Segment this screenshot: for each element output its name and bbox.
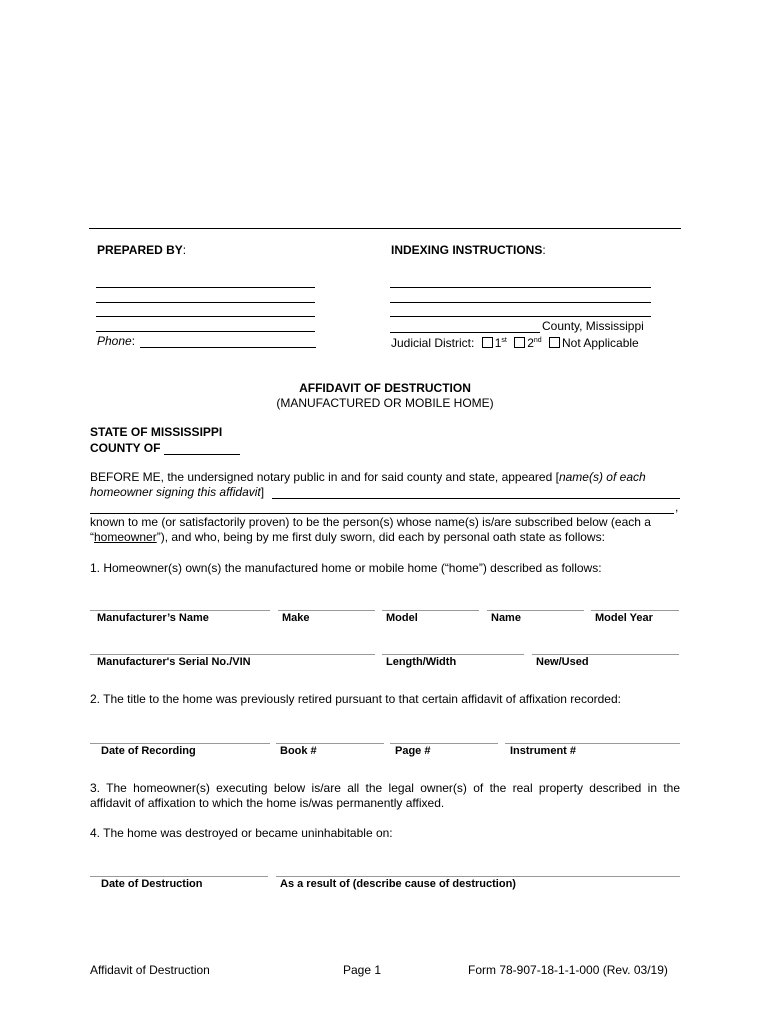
instrument-label: Instrument #: [510, 745, 577, 757]
date-recording-field[interactable]: [90, 743, 270, 744]
book-field[interactable]: [276, 743, 384, 744]
name-field[interactable]: [487, 610, 584, 611]
judicial-district-row: Judicial District: 1st 2nd Not Applicable: [391, 336, 639, 350]
date-destruction-field[interactable]: [90, 876, 268, 877]
serial-vin-field[interactable]: [90, 654, 375, 655]
not-applicable-checkbox[interactable]: [549, 337, 560, 348]
footer-page-number: Page 1: [343, 963, 382, 977]
district-2-checkbox[interactable]: [514, 337, 525, 348]
paragraph-4: 4. The home was destroyed or became uninhabitable on:: [90, 826, 393, 840]
phone-line[interactable]: [140, 347, 316, 348]
model-year-label: Model Year: [595, 612, 653, 624]
paragraph-3-line-2: affidavit of affixation to which the home is/was permanently affixed.: [90, 796, 445, 810]
indexing-line-3[interactable]: [390, 316, 651, 317]
length-width-label: Length/Width: [386, 656, 457, 668]
document-subtitle: (MANUFACTURED OR MOBILE HOME): [276, 396, 494, 410]
date-recording-label: Date of Recording: [101, 745, 196, 757]
name-label: Name: [491, 612, 521, 624]
new-used-field[interactable]: [532, 654, 679, 655]
before-me-line: BEFORE ME, the undersigned notary public in and for said county and state, appeared [name(s) of each: [90, 470, 646, 484]
state-line: STATE OF MISSISSIPPI: [90, 425, 223, 439]
prepared-by-line-4[interactable]: [96, 331, 315, 332]
top-rule: [89, 228, 681, 229]
county-of-line: COUNTY OF: [90, 441, 240, 455]
known-to-me-line-1: known to me (or satisfactorily proven) to be the person(s) whose name(s) is/are subscribed below (each a: [90, 515, 651, 529]
model-field[interactable]: [382, 610, 479, 611]
manufacturer-name-field[interactable]: [90, 610, 270, 611]
serial-vin-label: Manufacturer's Serial No./VIN: [97, 656, 251, 668]
length-width-field[interactable]: [382, 654, 524, 655]
cause-label: As a result of (describe cause of destruction): [280, 878, 516, 890]
homeowner-signing-line: homeowner signing this affidavit]: [90, 485, 265, 499]
indexing-line-1[interactable]: [390, 287, 651, 288]
indexing-instructions-heading: INDEXING INSTRUCTIONS:: [391, 243, 546, 257]
instrument-field[interactable]: [505, 743, 680, 744]
county-line[interactable]: [390, 332, 540, 333]
paragraph-1: 1. Homeowner(s) own(s) the manufactured home or mobile home (“home”) described as follows:: [90, 561, 602, 575]
prepared-by-line-3[interactable]: [96, 316, 315, 317]
prepared-by-line-2[interactable]: [96, 302, 315, 303]
date-destruction-label: Date of Destruction: [101, 878, 203, 890]
make-field[interactable]: [278, 610, 375, 611]
footer-form-number: Form 78-907-18-1-1-000 (Rev. 03/19): [468, 963, 668, 977]
make-label: Make: [282, 612, 310, 624]
indexing-line-2[interactable]: [390, 302, 651, 303]
page-field[interactable]: [390, 743, 498, 744]
document-title: AFFIDAVIT OF DESTRUCTION: [299, 381, 471, 395]
county-mississippi-label: County, Mississippi: [542, 319, 644, 333]
book-label: Book #: [280, 745, 317, 757]
model-year-field[interactable]: [591, 610, 679, 611]
known-to-me-line-2: “homeowner”), and who, being by me first duly sworn, did each by personal oath state as follows:: [90, 530, 605, 544]
prepared-by-heading: PREPARED BY:: [97, 243, 187, 257]
page-label: Page #: [395, 745, 431, 757]
county-of-blank[interactable]: [164, 443, 240, 455]
homeowner-names-line-1[interactable]: [272, 498, 680, 499]
new-used-label: New/Used: [536, 656, 589, 668]
manufacturer-name-label: Manufacturer’s Name: [97, 612, 209, 624]
prepared-by-line-1[interactable]: [96, 287, 315, 288]
cause-field[interactable]: [276, 876, 680, 877]
footer-left: Affidavit of Destruction: [90, 963, 210, 977]
model-label: Model: [386, 612, 418, 624]
phone-label: Phone:: [97, 334, 136, 348]
judicial-district-label: Judicial District:: [391, 336, 475, 350]
paragraph-3-line-1: 3. The homeowner(s) executing below is/are all the legal owner(s) of the real property described in the: [90, 781, 680, 795]
homeowner-names-line-2[interactable]: [90, 513, 674, 514]
paragraph-2: 2. The title to the home was previously retired pursuant to that certain affidavit of affixation recorded:: [90, 692, 621, 706]
names-comma: ,: [675, 500, 679, 514]
district-1-checkbox[interactable]: [482, 337, 493, 348]
